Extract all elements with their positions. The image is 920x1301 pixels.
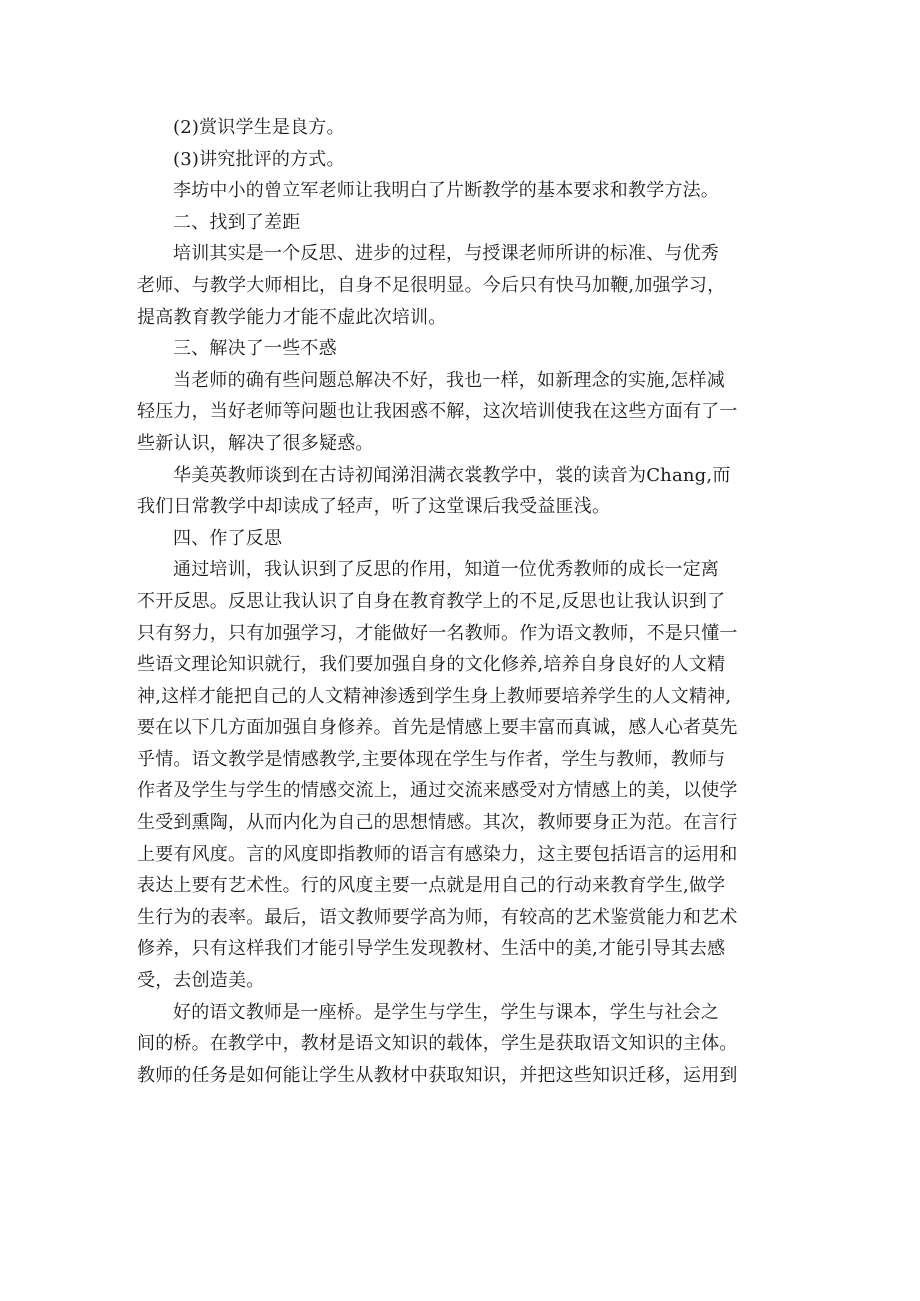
text-line: 四、作了反思: [173, 527, 283, 549]
text-line: 李坊中小的曾立军老师让我明白了片断教学的基本要求和教学方法。: [173, 180, 719, 202]
text-line: (3)讲究批评的方式。: [173, 148, 345, 170]
text-line: 华美英教师谈到在古诗初闻涕泪满衣裳教学中，裳的读音为Chang,而: [173, 464, 731, 486]
text-line: 生受到熏陶，从而内化为自己的思想情感。其次，教师要身正为范。在言行: [137, 812, 738, 834]
document-body: [137, 112, 797, 1091]
text-line: 我们日常教学中却读成了轻声，听了这堂课后我受益匪浅。: [137, 496, 611, 518]
text-line: 通过培训，我认识到了反思的作用，知道一位优秀教师的成长一定离: [173, 559, 719, 581]
text-line: 神,这样才能把自己的人文精神渗透到学生身上教师要培养学生的人文精神,: [137, 685, 732, 707]
text-line: 提高教育教学能力才能不虚此次培训。: [137, 306, 447, 328]
text-line: 些新认识，解决了很多疑惑。: [137, 432, 374, 454]
text-line: 老师、与教学大师相比，自身不足很明显。今后只有快马加鞭,加强学习，: [137, 274, 726, 296]
text-line: 当老师的确有些问题总解决不好，我也一样，如新理念的实施,怎样减: [173, 369, 725, 391]
text-line: 要在以下几方面加强自身修养。首先是情感上要丰富而真诚，感人心者莫先: [137, 717, 738, 739]
text-line: 生行为的表率。最后，语文教师要学高为师，有较高的艺术鉴赏能力和艺术: [137, 906, 738, 928]
text-line: 三、解决了一些不惑: [173, 338, 337, 360]
text-line: 受，去创造美。: [137, 970, 265, 992]
text-line: (2)赏识学生是良方。: [173, 117, 345, 138]
text-line: 些语文理论知识就行，我们要加强自身的文化修养,培养自身良好的人文精: [137, 654, 726, 676]
text-line: 好的语文教师是一座桥。是学生与学生，学生与课本，学生与社会之: [173, 1001, 719, 1023]
text-line: 表达上要有艺术性。行的风度主要一点就是用自己的行动来教育学生,做学: [137, 875, 726, 897]
text-line: 二、找到了差距: [173, 211, 301, 233]
text-line: 不开反思。反思让我认识了自身在教育教学上的不足,反思也让我认识到了: [137, 590, 726, 612]
text-line: 作者及学生与学生的情感交流上，通过交流来感受对方情感上的美，以使学: [137, 780, 738, 802]
text-line: 只有努力，只有加强学习，才能做好一名教师。作为语文教师，不是只懂一: [137, 622, 738, 644]
text-line: 乎情。语文教学是情感教学,主要体现在学生与作者，学生与教师，教师与: [137, 748, 726, 770]
text-line: 上要有风度。言的风度即指教师的语言有感染力，这主要包括语言的运用和: [137, 843, 738, 865]
text-line: 培训其实是一个反思、进步的过程，与授课老师所讲的标准、与优秀: [173, 243, 719, 265]
text-line: 修养，只有这样我们才能引导学生发现教材、生活中的美,才能引导其去感: [137, 938, 726, 960]
text-line: 间的桥。在教学中，教材是语文知识的载体，学生是获取语文知识的主体。: [137, 1033, 738, 1055]
text-line: 教师的任务是如何能让学生从教材中获取知识，并把这些知识迁移，运用到: [137, 1064, 738, 1086]
text-line: 轻压力，当好老师等问题也让我困惑不解，这次培训使我在这些方面有了一: [137, 401, 738, 423]
